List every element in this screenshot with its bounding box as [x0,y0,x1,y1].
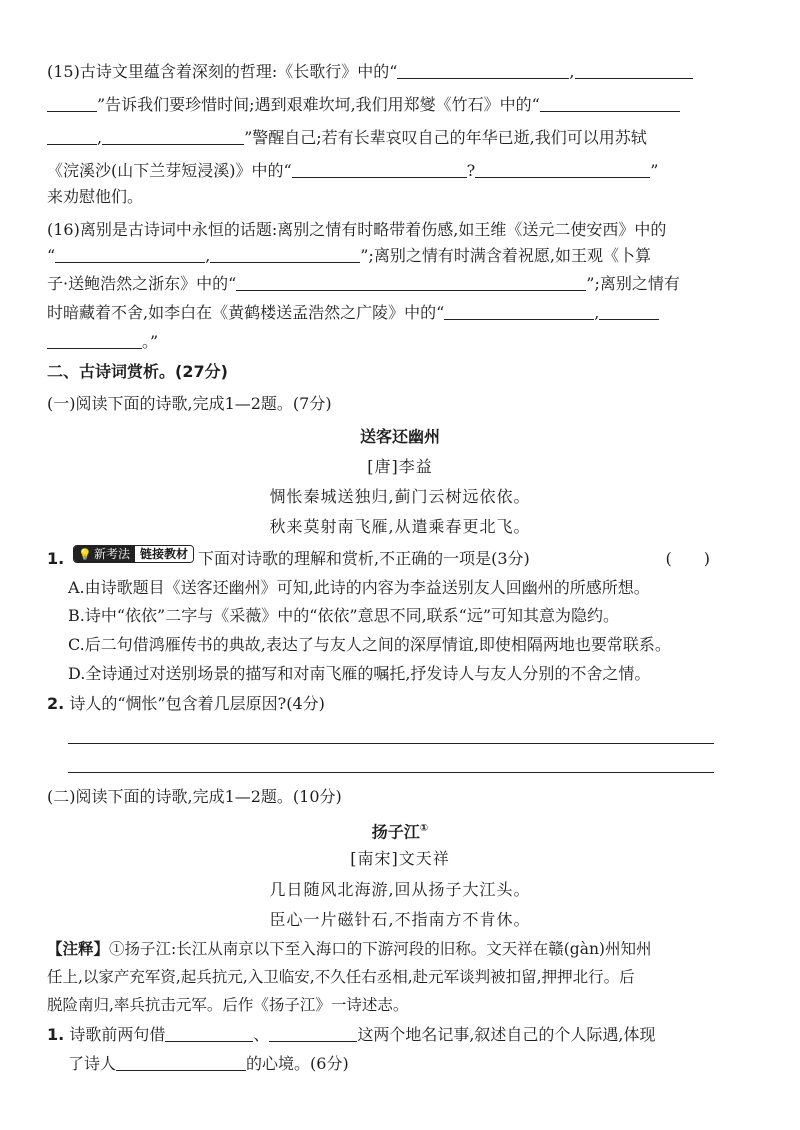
section-heading: 二、古诗词赏析。(27分) [47,362,228,381]
q1-stem-line [47,545,714,573]
q2-stem: 诗人的“惆怅”包含着几层原因?(4分) [69,694,325,713]
comma: , [594,303,600,322]
badge-label: 链接教材 [135,546,193,562]
q1-stem: 下面对诗歌的理解和赏析,不正确的一项是(3分) [198,549,530,568]
q16-text: 子·送鲍浩然之浙东》中的“ [47,274,237,293]
poem2-line-1: 几日随风北海游,回从扬子大江头。 [269,880,531,899]
poem1-line-2: 秋来莫射南飞雁,从遣乘春更北飞。 [269,517,531,536]
question-number: 1. [47,1025,65,1044]
answer-blank[interactable] [444,301,594,320]
note-tag: 【注释】 [47,940,110,958]
note-line-1 [47,935,714,963]
q1-option-b[interactable]: B.诗中“依依”二字与《采薇》中的“依依”意思不同,联系“远”可知其意为隐约。 [68,606,620,625]
note-line-3: 脱险南归,率兵抗击元军。后作《扬子江》一诗述志。 [47,996,409,1014]
q15-line-3 [47,124,714,152]
q16-text: 。” [142,332,159,351]
answer-blank[interactable] [397,60,569,79]
q15-text: 来劝慰他们。 [47,187,144,206]
enum-comma: 、 [253,1025,270,1044]
badge-label: 新考法 [94,547,131,561]
new-method-badge [73,545,194,563]
q15-line-5 [47,183,714,211]
question-mark: ? [466,161,476,180]
note-text: ①扬子江:长江从南京以下至入海口的下游河段的旧称。文天祥在赣(gàn)州知州 [109,940,652,958]
answer-blank[interactable] [102,126,244,145]
poem2-line-2: 臣心一片磁针石,不指南方不肯休。 [269,910,531,929]
q3-text: 的心境。(6分) [246,1054,349,1073]
poem1-line-1: 惆怅秦城送独归,蓟门云树远依依。 [269,487,531,506]
quote-mark: “ [47,246,56,265]
answer-blank[interactable] [210,244,360,263]
comma: , [205,246,211,265]
answer-blank[interactable] [165,1023,253,1042]
q16-line-3 [47,270,714,298]
part1-intro: (一)阅读下面的诗歌,完成1—2题。(7分) [47,394,332,413]
q3-line-2 [68,1050,714,1078]
answer-blank[interactable] [116,1052,246,1071]
question-number: 2. [47,694,65,713]
part2-intro: (二)阅读下面的诗歌,完成1—2题。(10分) [47,787,342,806]
question-number: 1. [47,549,65,568]
q15-text: (15)古诗文里蕴含着深刻的哲理:《长歌行》中的“ [47,62,398,81]
answer-blank[interactable] [599,301,659,320]
poem2-title [0,815,800,846]
q16-text: (16)离别是古诗词中永恒的话题:离别之情有时略带着伤感,如王维《送元二使安西》中的 [47,220,667,239]
note-line-2: 任上,以家产充军资,起兵抗元,入卫临安,不久任右丞相,赴元军谈判被扣留,押押北行。后 [47,968,635,986]
answer-blank[interactable] [47,126,97,145]
answer-line[interactable] [68,772,714,773]
answer-blank[interactable] [47,330,142,349]
q3-text: 了诗人 [68,1054,117,1073]
footnote-marker: ① [419,823,429,834]
quote-mark: ” [650,161,659,180]
q1-option-c[interactable]: C.后二句借鸿雁传书的典故,表达了与友人之间的深厚情谊,即使相隔两地也要常联系。 [68,635,671,654]
q16-line-4 [47,299,714,327]
answer-blank[interactable] [475,159,650,178]
poem2-author: [南宋]文天祥 [350,849,450,868]
q16-line-1 [47,216,714,244]
q16-text: 时暗藏着不舍,如李白在《黄鹤楼送孟浩然之广陵》中的“ [47,303,445,322]
q16-line-5 [47,328,714,356]
q15-text: ”警醒自己;若有长辈哀叹自己的年华已逝,我们可以用苏轼 [244,128,647,147]
q15-line-4 [47,157,714,185]
q3-text: 诗歌前两句借 [69,1025,166,1044]
answer-blank[interactable] [575,60,693,79]
q1-option-d[interactable]: D.全诗通过对送别场景的描写和对南飞雁的嘱托,抒发诗人与友人分别的不舍之情。 [68,664,651,683]
q16-line-2 [47,242,714,270]
q3-line-1 [47,1021,714,1049]
answer-blank[interactable] [292,159,467,178]
poem1-author: [唐]李益 [367,457,433,476]
q15-text: 《浣溪沙(山下兰芽短浸溪)》中的“ [47,161,292,180]
answer-blank[interactable] [540,93,680,112]
q15-line-2 [47,91,714,119]
poem1-title: 送客还幽州 [359,427,440,446]
answer-paren[interactable]: ( ) [665,549,710,568]
answer-blank[interactable] [47,93,97,112]
answer-line[interactable] [68,743,714,744]
poem2-title-text: 扬子江 [371,822,420,842]
answer-blank[interactable] [55,244,205,263]
q16-text: ”;离别之情有时满含着祝愿,如王观《卜算 [360,246,651,265]
q2-stem-line [47,690,714,718]
lightbulb-icon: 💡 [78,548,93,561]
q16-text: ”;离别之情有 [586,274,680,293]
q1-option-a[interactable]: A.由诗歌题目《送客还幽州》可知,此诗的内容为李益送别友人回幽州的所感所想。 [68,578,650,597]
q15-text: ”告诉我们要珍惜时间;遇到艰难坎坷,我们用郑燮《竹石》中的“ [97,95,540,114]
answer-blank[interactable] [269,1023,357,1042]
q3-text: 这两个地名记事,叙述自己的个人际遇,体现 [357,1025,656,1044]
q15-line-1 [47,58,714,86]
comma: , [97,128,103,147]
comma: , [569,62,575,81]
answer-blank[interactable] [236,272,586,291]
